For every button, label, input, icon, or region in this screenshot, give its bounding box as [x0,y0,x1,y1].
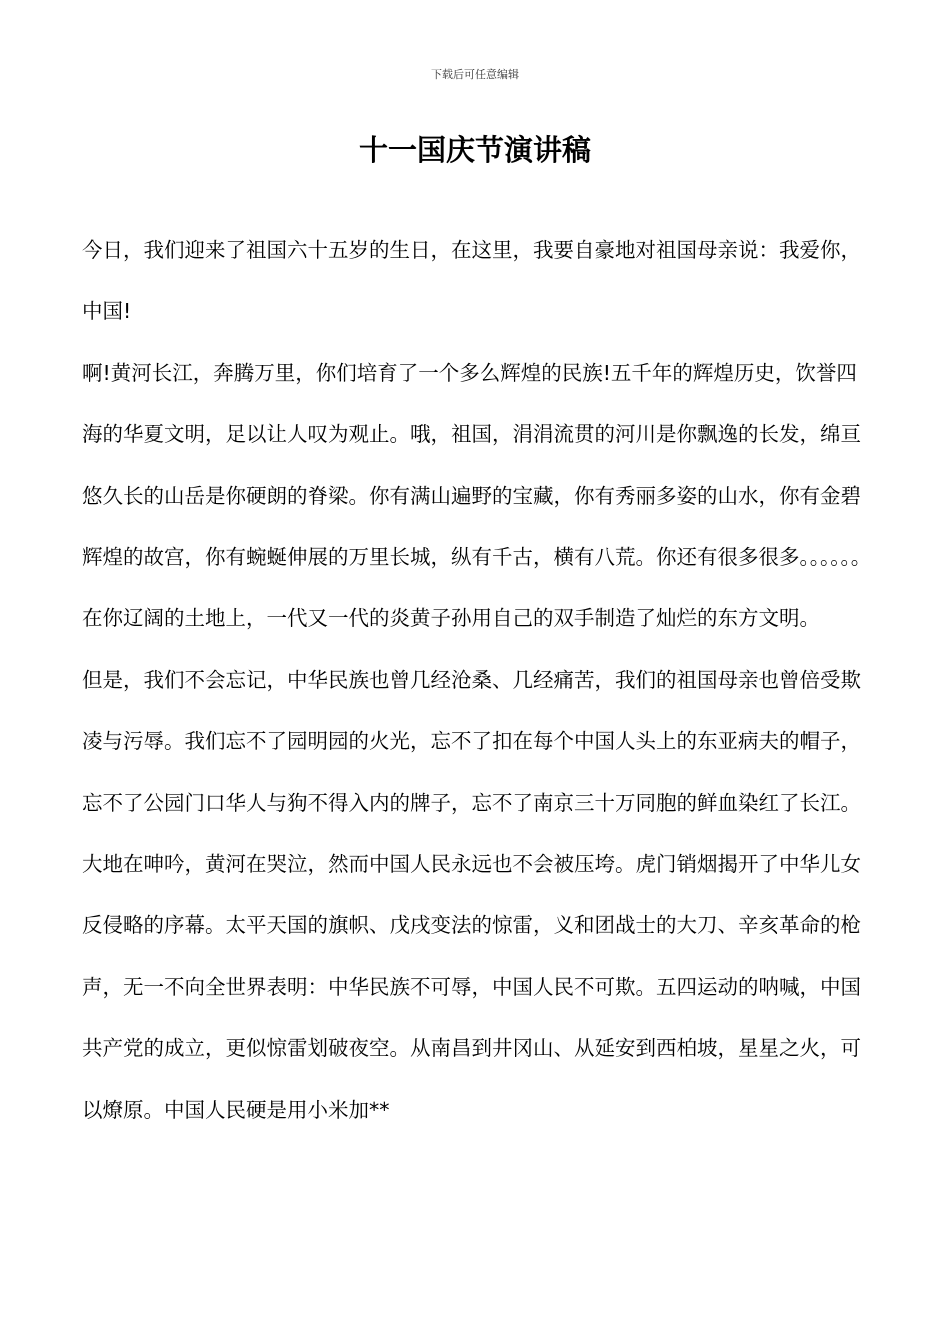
page-title: 十一国庆节演讲稿 [358,133,591,167]
document-body [82,220,874,1141]
header-note: 下载后可任意编辑 [431,68,519,81]
paragraph: 啊!黄河长江，奔腾万里，你们培育了一个多么辉煌的民族!五千年的辉煌历史，饮誉四海的华夏文明，足以让人叹为观止。哦，祖国，涓涓流贯的河川是你飘逸的长发，绵亘悠久长的山岳是你硬朗的脊梁。你有满山遍野的宝藏，你有秀丽多姿的山水，你有金碧辉煌的故宫，你有蜿蜒伸展的万里长城，纵有千古，横有八荒。你还有很多很多。。。。。。在你辽阔的土地上，一代又一代的炎黄子孙用自己的双手制造了灿烂的东方文明。 [82,360,872,631]
paragraph: 今日，我们迎来了祖国六十五岁的生日，在这里，我要自豪地对祖国母亲说：我爱你，中国! [82,238,861,324]
paragraph: 但是，我们不会忘记，中华民族也曾几经沧桑、几经痛苦，我们的祖国母亲也曾倍受欺凌与污辱。我们忘不了园明园的火光，忘不了扣在每个中国人头上的东亚病夫的帽子，忘不了公园门口华人与狗不得入内的牌子，忘不了南京三十万同胞的鲜血染红了长江。大地在呻吟，黄河在哭泣，然而中国人民永远也不会被压垮。虎门销烟揭开了中华儿女反侵略的序幕。太平天国的旗帜、戊戌变法的惊雷，义和团战士的大刀、辛亥革命的枪声，无一不向全世界表明：中华民族不可辱，中国人民不可欺。五四运动的呐喊，中国共产党的成立，更似惊雷划破夜空。从南昌到井冈山、从延安到西柏坡，星星之火，可以燎原。中国人民硬是用小米加** [82,667,861,1122]
